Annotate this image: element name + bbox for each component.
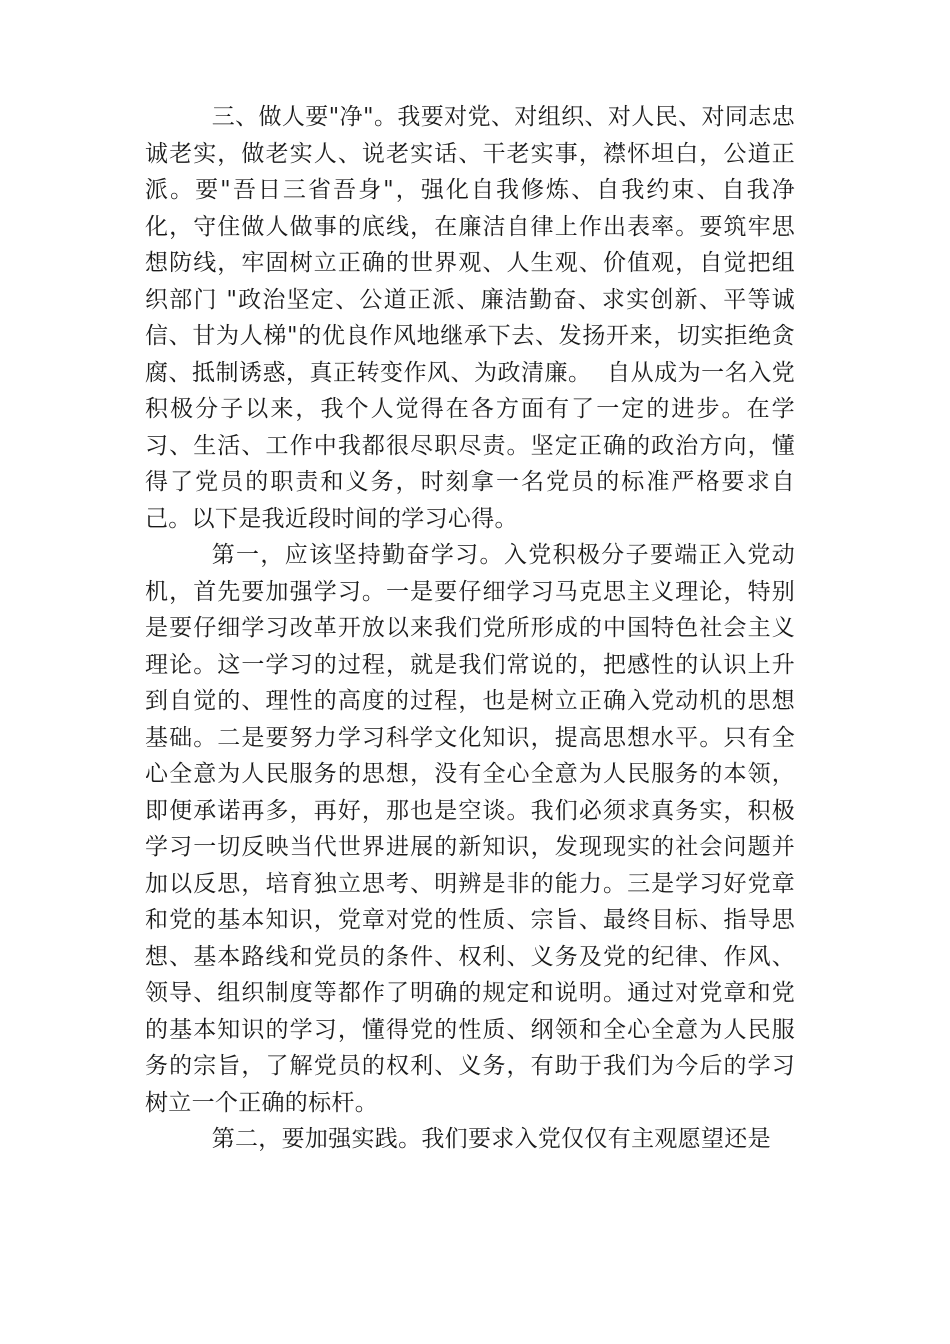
document-body [145,99,795,1158]
paragraph-2: 第一，应该坚持勤奋学习。入党积极分子要端正入党动机，首先要加强学习。一是要仔细学习马克思主义理论，特别是要仔细学习改革开放以来我们党所形成的中国特色社会主义理论。这一学习的过程，就是我们常说的，把感性的认识上升到自觉的、理性的高度的过程，也是树立正确入党动机的思想基础。二是要努力学习科学文化知识，提高思想水平。只有全心全意为人民服务的思想，没有全心全意为人民服务的本领，即便承诺再多，再好，那也是空谈。我们必须求真务实，积极学习一切反映当代世界进展的新知识，发现现实的社会问题并加以反思，培育独立思考、明辨是非的能力。三是学习好党章和党的基本知识，党章对党的性质、宗旨、最终目标、指导思想、基本路线和党员的条件、权利、义务及党的纪律、作风、领导、组织制度等都作了明确的规定和说明。通过对党章和党的基本知识的学习，懂得党的性质、纲领和全心全意为人民服务的宗旨，了解党员的权利、义务，有助于我们为今后的学习树立一个正确的标杆。 [145,542,795,1116]
paragraph-3: 第二，要加强实践。我们要求入党仅仅有主观愿望还是 [211,1126,771,1152]
paragraph-1: 三、做人要"净"。我要对党、对组织、对人民、对同志忠诚老实，做老实人、说老实话、干老实事，襟怀坦白，公道正派。要"吾日三省吾身"，强化自我修炼、自我约束、自我净化，守住做人做事的底线，在廉洁自律上作出表率。要筑牢思想防线，牢固树立正确的世界观、人生观、价值观，自觉把组织部门 "政治坚定、公道正派、廉洁勤奋、求实创新、平等诚信、甘为人梯"的优良作风地继承下去、发扬开来，切实拒绝贪腐、抵制诱惑，真正转变作风、为政清廉。 自从成为一名入党积极分子以来，我个人觉得在各方面有了一定的进步。在学习、生活、工作中我都很尽职尽责。坚定正确的政治方向，懂得了党员的职责和义务，时刻拿一名党员的标准严格要求自己。以下是我近段时间的学习心得。 [145,104,795,532]
